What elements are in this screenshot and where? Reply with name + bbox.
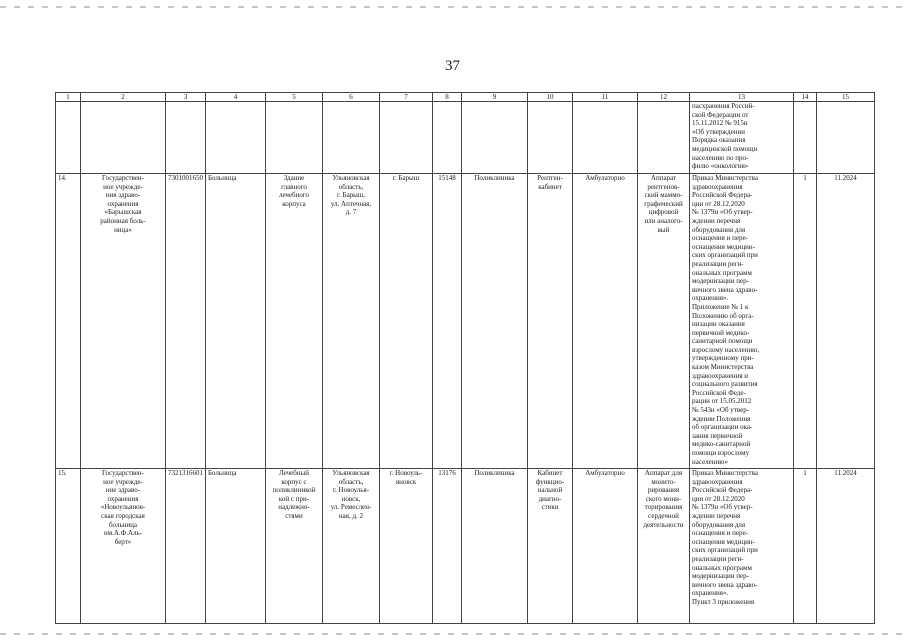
- equipment-cell: [638, 469, 690, 624]
- text-line: утвержденному при-: [692, 354, 754, 363]
- text-line: им.А.Ф.Аль-: [103, 529, 143, 538]
- text-line: Российской Федера-: [692, 486, 753, 495]
- quantity-cell: 1: [794, 469, 817, 624]
- scan-edge-bottom: [0, 633, 905, 635]
- text-line: корпуса: [282, 199, 306, 208]
- text-line: кабинет: [538, 182, 562, 191]
- text-line: «Барышская: [104, 208, 142, 217]
- text-line: ница»: [114, 225, 132, 234]
- text-line: лечебного: [278, 191, 310, 200]
- text-line: ская городская: [101, 511, 145, 520]
- text-line: рации от 15.05.2012: [692, 397, 752, 406]
- text-line: зания первичной: [692, 431, 743, 440]
- text-line: г. Барыш,: [336, 191, 366, 200]
- text-line: поликлиникой: [272, 486, 316, 495]
- continuation-basis-cell: [690, 102, 794, 174]
- organization-cell: [81, 174, 166, 469]
- text-line: № 1379н «Об утвер-: [692, 208, 753, 217]
- text-line: оснащения медицин-: [692, 537, 755, 546]
- text-line: «Новоульянов-: [100, 503, 146, 512]
- text-line: санитарной помощи: [692, 337, 753, 346]
- text-line: пасхранения Россий-: [692, 102, 755, 110]
- text-line: реализации реги-: [692, 554, 744, 563]
- text-line: населению по про-: [692, 153, 749, 162]
- text-line: вичного звена здраво-: [692, 580, 758, 589]
- continuation-row: [56, 102, 875, 174]
- text-line: стями: [285, 511, 303, 520]
- text-line: деятельности: [643, 520, 684, 529]
- text-line: об организации ока-: [692, 423, 753, 432]
- text-line: здравоохранения: [692, 182, 743, 191]
- text-line: здравоохранения и: [692, 371, 749, 380]
- table-row: [56, 174, 875, 469]
- text-line: первичной медико-: [692, 328, 750, 337]
- equipment-cell: [638, 174, 690, 469]
- text-line: Рентген-: [537, 174, 563, 182]
- text-line: Аппарат для: [644, 469, 683, 477]
- city-cell: г. Новоуль- яновск: [380, 469, 433, 624]
- text-line: модернизации пер-: [692, 572, 749, 581]
- text-line: Аппарат: [650, 174, 677, 182]
- text-line: районная боль-: [100, 216, 146, 225]
- text-line: Ульяновская: [332, 174, 370, 182]
- text-line: Лечебный: [278, 469, 310, 477]
- address-cell: [323, 469, 380, 624]
- text-line: казом Министерства: [692, 363, 754, 372]
- column-number: 15: [817, 93, 875, 102]
- text-line: графический: [644, 199, 683, 208]
- text-line: новск,: [341, 494, 361, 503]
- text-line: ции от 28.12.2020: [692, 494, 745, 503]
- facility-type-cell: Больница: [206, 174, 266, 469]
- equipment-table: [55, 92, 875, 624]
- text-line: реализации реги-: [692, 259, 744, 268]
- room-cell: [528, 174, 573, 469]
- column-number: 2: [81, 93, 166, 102]
- column-number: 6: [323, 93, 380, 102]
- text-line: рирования: [647, 486, 680, 495]
- code-cell: 15148: [433, 174, 462, 469]
- text-line: область,: [338, 182, 364, 191]
- delivery-date-cell: 11.2024: [817, 469, 875, 624]
- text-line: Положению об орга-: [692, 311, 754, 320]
- text-line: или аналого-: [644, 216, 683, 225]
- department-cell: Поликлиника: [462, 469, 528, 624]
- column-number: 12: [638, 93, 690, 102]
- text-line: Приложение № 1 к: [692, 302, 749, 311]
- text-line: г. Новоулья-: [332, 486, 370, 495]
- text-line: помощи взрослому: [692, 449, 750, 457]
- text-line: оснащения и пере-: [692, 234, 748, 243]
- text-line: охранения: [107, 494, 139, 503]
- text-line: ния здраво-: [105, 191, 141, 200]
- building-cell: [266, 174, 323, 469]
- column-number: 3: [166, 93, 206, 102]
- text-line: Пункт 3 приложения: [692, 597, 755, 606]
- legal-basis-cell: [690, 469, 794, 624]
- text-line: ное учрежде-: [103, 182, 143, 191]
- text-line: цифровой: [648, 208, 679, 217]
- text-line: ул. Аптечная,: [330, 199, 372, 208]
- inn-cell: 7301001650: [166, 174, 206, 469]
- text-line: Российской Федера-: [692, 191, 753, 200]
- text-line: модернизации пер-: [692, 277, 749, 286]
- column-number: 14: [794, 93, 817, 102]
- text-line: стики: [541, 503, 559, 512]
- text-line: № 1379н «Об утвер-: [692, 503, 753, 512]
- text-line: ная, д. 2: [338, 511, 364, 520]
- text-line: вичного звена здраво-: [692, 285, 758, 294]
- quantity-cell: 1: [794, 174, 817, 469]
- text-line: вый: [657, 225, 670, 234]
- room-cell: [528, 469, 573, 624]
- text-line: больница: [109, 520, 137, 529]
- legal-basis-cell: [690, 174, 794, 469]
- column-number: 8: [433, 93, 462, 102]
- column-number: 5: [266, 93, 323, 102]
- text-line: «Об утверждении: [692, 127, 746, 136]
- text-line: Здание: [283, 174, 305, 182]
- text-line: ский маммо-: [644, 191, 683, 200]
- text-line: ждении перечня: [692, 511, 741, 520]
- text-line: рентгенов-: [647, 182, 680, 191]
- column-number: 11: [573, 93, 638, 102]
- delivery-date-cell: 11.2024: [817, 174, 875, 469]
- text-line: оснащения и пере-: [692, 529, 748, 538]
- text-line: ции от 28.12.2020: [692, 199, 745, 208]
- column-number: 9: [462, 93, 528, 102]
- text-line: ского мони-: [645, 494, 682, 503]
- text-line: филю «онкология»: [692, 162, 749, 171]
- text-line: монито-: [651, 477, 676, 486]
- text-line: кой с при-: [278, 494, 310, 503]
- inn-cell: 7321316601: [166, 469, 206, 624]
- text-line: д. 7: [345, 208, 357, 217]
- text-line: здравоохранения: [692, 477, 743, 486]
- text-line: населению»: [692, 457, 728, 466]
- text-line: берт»: [114, 537, 132, 546]
- care-type-cell: Амбулаторно: [573, 174, 638, 469]
- text-line: медицинской помощи: [692, 144, 758, 153]
- text-line: ональных программ: [692, 268, 752, 277]
- column-number: 10: [528, 93, 573, 102]
- text-line: ских организаций при: [692, 546, 758, 555]
- care-type-cell: Амбулаторно: [573, 469, 638, 624]
- code-cell: 13176: [433, 469, 462, 624]
- text-line: Приказ Министерства: [692, 174, 758, 182]
- text-line: ул. Ремеслен-: [330, 503, 372, 512]
- text-line: оборудования для: [692, 520, 746, 529]
- facility-type-cell: Больница: [206, 469, 266, 624]
- text-line: торирования: [644, 503, 683, 512]
- city-cell: г. Барыш: [380, 174, 433, 469]
- text-line: ное учрежде-: [103, 477, 143, 486]
- scan-edge-top: [0, 6, 905, 8]
- text-line: оснащения медицин-: [692, 242, 755, 251]
- text-line: корпус с: [281, 477, 307, 486]
- text-line: область,: [338, 477, 364, 486]
- text-line: ждении перечня: [692, 216, 741, 225]
- page-number: 37: [445, 58, 460, 74]
- row-number-cell: 14.: [56, 174, 81, 469]
- text-line: № 543н «Об утвер-: [692, 406, 750, 415]
- row-number-cell: 15.: [56, 469, 81, 624]
- column-number: 1: [56, 93, 81, 102]
- text-line: Государствен-: [102, 174, 144, 182]
- text-line: Кабинет: [537, 469, 563, 477]
- text-line: медико-санитарной: [692, 440, 751, 449]
- text-line: социального развития: [692, 380, 758, 389]
- text-line: ждении Положения: [692, 414, 751, 423]
- text-line: Государствен-: [102, 469, 144, 477]
- building-cell: [266, 469, 323, 624]
- text-line: Приказ Министерства: [692, 469, 758, 477]
- text-line: ние здраво-: [105, 486, 141, 495]
- column-number: 4: [206, 93, 266, 102]
- text-line: нальной: [537, 486, 563, 495]
- text-line: ских организаций при: [692, 251, 758, 260]
- text-line: надлежно-: [278, 503, 310, 512]
- organization-cell: [81, 469, 166, 624]
- address-cell: [323, 174, 380, 469]
- text-line: охранения: [107, 199, 139, 208]
- text-line: Ульяновская: [332, 469, 370, 477]
- text-line: оборудования для: [692, 225, 746, 234]
- text-line: охранения».: [692, 589, 729, 598]
- department-cell: Поликлиника: [462, 174, 528, 469]
- text-line: Российской Феде-: [692, 388, 746, 397]
- column-number-row: [56, 93, 875, 102]
- text-line: главного: [281, 182, 307, 191]
- table-row: [56, 469, 875, 624]
- column-number: 7: [380, 93, 433, 102]
- text-line: Порядка оказания: [692, 136, 746, 145]
- text-line: диагно-: [538, 494, 562, 503]
- text-line: охранения».: [692, 294, 729, 303]
- text-line: низации оказания: [692, 320, 745, 329]
- column-number: 13: [690, 93, 794, 102]
- text-line: ональных программ: [692, 563, 752, 572]
- text-line: функцио-: [535, 477, 565, 486]
- text-line: сердечной: [648, 511, 679, 520]
- text-line: 15.11.2012 № 915н: [692, 119, 748, 128]
- text-line: взрослому населению,: [692, 345, 760, 354]
- text-line: ской Федерации от: [692, 110, 749, 119]
